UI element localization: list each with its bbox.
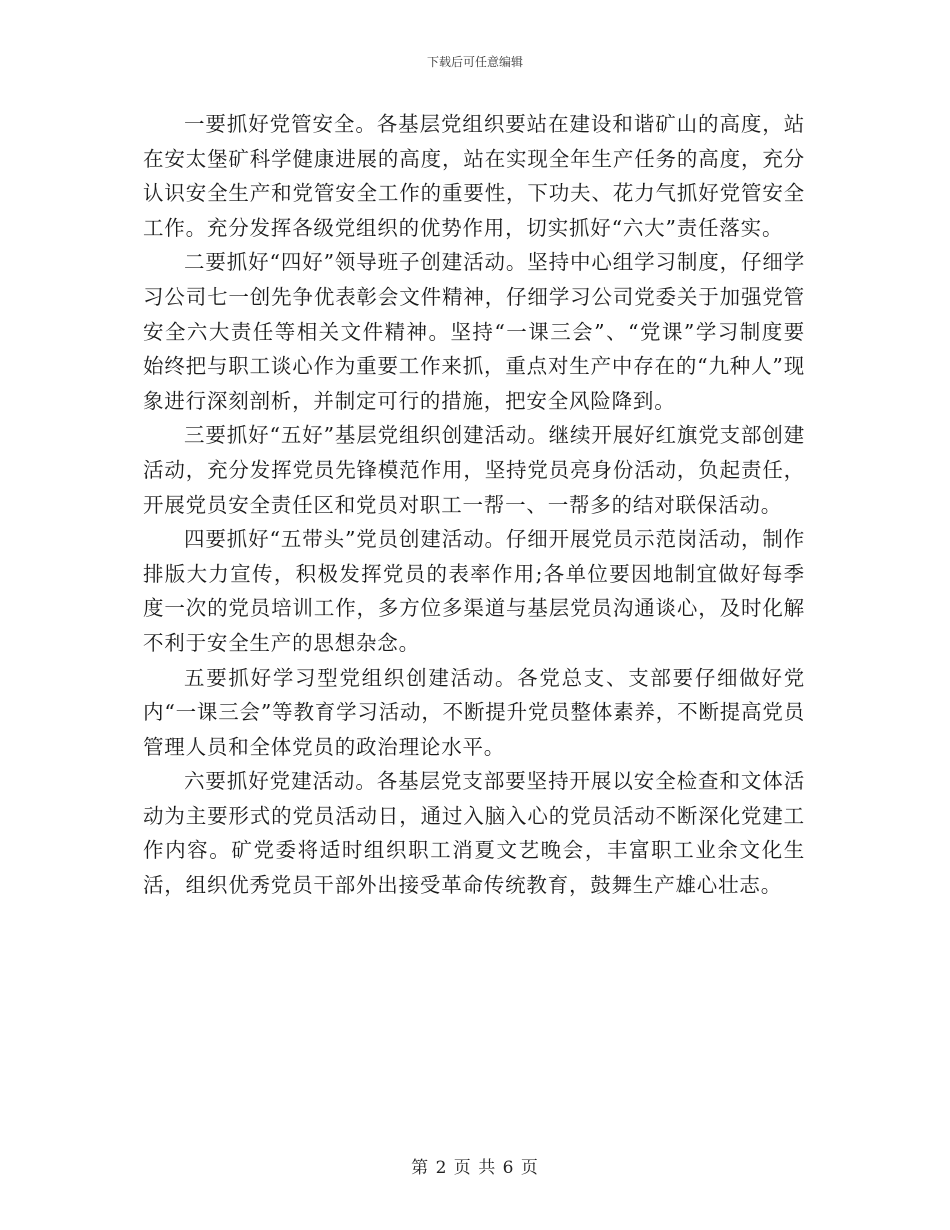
- paragraph-6: 六要抓好党建活动。各基层党支部要坚持开展以安全检查和文体活动为主要形式的党员活动日，通过入脑入心的党员活动不断深化党建工作内容。矿党委将适时组织职工消夏文艺晚会，丰富职工业余文化生活，组织优秀党员干部外出接受革命传统教育，鼓舞生产雄心壮志。: [143, 769, 805, 898]
- paragraph-3: 三要抓好“五好”基层党组织创建活动。继续开展好红旗党支部创建活动，充分发挥党员先锋模范作用，坚持党员亮身份活动，负起责任，开展党员安全责任区和党员对职工一帮一、一帮多的结对联保活动。: [143, 423, 805, 517]
- paragraph-2: 二要抓好“四好”领导班子创建活动。坚持中心组学习制度，仔细学习公司七一创先争优表彰会文件精神，仔细学习公司党委关于加强党管安全六大责任等相关文件精神。坚持“一课三会”、“党课”学习制度要始终把与职工谈心作为重要工作来抓，重点对生产中存在的“九种人”现象进行深刻剖析，并制定可行的措施，把安全风险降到。: [143, 250, 805, 413]
- document-body: [143, 107, 805, 903]
- paragraph-4: 四要抓好“五带头”党员创建活动。仔细开展党员示范岗活动，制作排版大力宣传，积极发挥党员的表率作用;各单位要因地制宜做好每季度一次的党员培训工作，多方位多渠道与基层党员沟通谈心，及时化解不利于安全生产的思想杂念。: [143, 527, 805, 655]
- paragraph-1: 一要抓好党管安全。各基层党组织要站在建设和谐矿山的高度，站在安太堡矿科学健康进展的高度，站在实现全年生产任务的高度，充分认识安全生产和党管安全工作的重要性，下功夫、花力气抓好党管安全工作。充分发挥各级党组织的优势作用，切实抓好“六大”责任落实。: [143, 112, 805, 240]
- page-number-footer: 第 2 页 共 6 页: [411, 1158, 539, 1178]
- paragraph-5: 五要抓好学习型党组织创建活动。各党总支、支部要仔细做好党内“一课三会”等教育学习活动，不断提升党员整体素养，不断提高党员管理人员和全体党员的政治理论水平。: [143, 665, 805, 759]
- page-header: 下载后可任意编辑: [426, 55, 523, 69]
